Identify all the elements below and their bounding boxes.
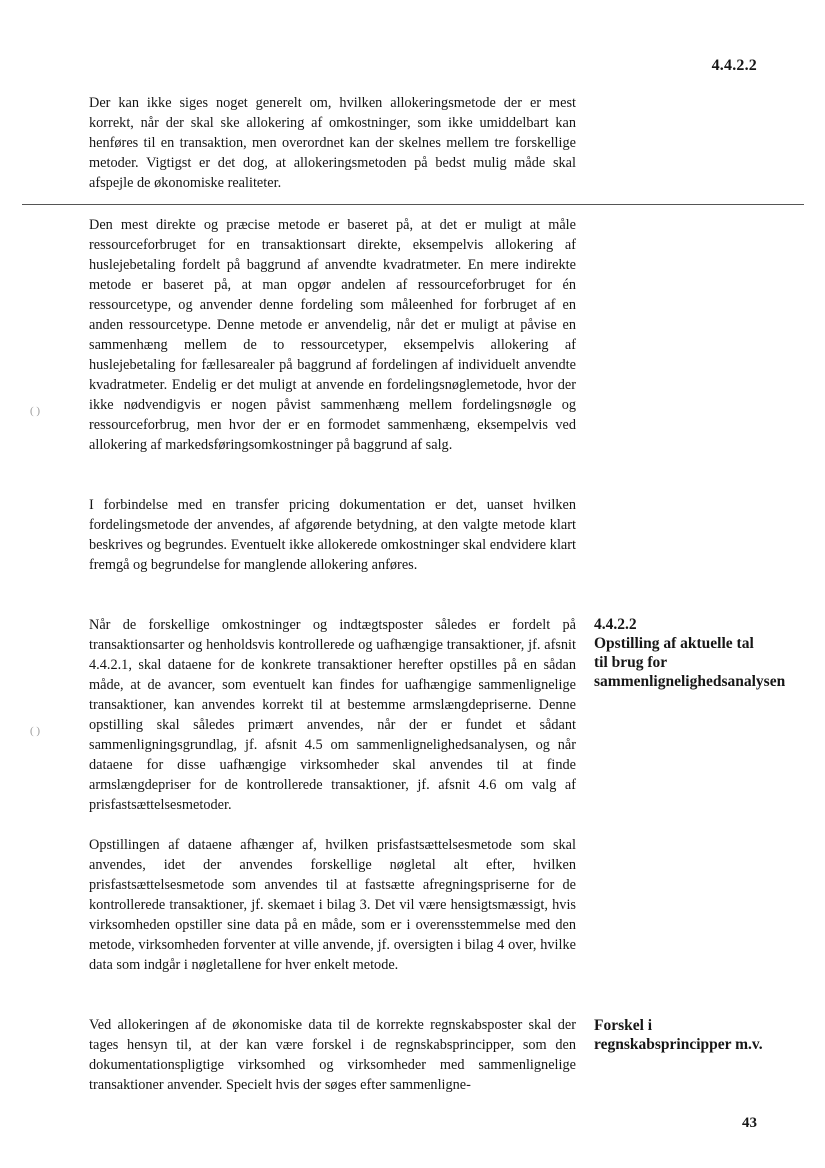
running-header-section-number: 4.4.2.2 (711, 57, 757, 74)
paragraph-pricing-method-data: Opstillingen af dataene afhænger af, hvilken prisfastsættelsesmetode som skal anvendes, idet der anvendes forskellige nøgletal alt efter, hvilken prisfastsættelsesmetode som anvendes til at fastsætte afregningspriserne for de kontrollerede transaktioner, jf. skemaet i bilag 3. Det vil være hensigtsmæssigt, hvis virksomheden opstiller sine data på en måde, som er i overensstemmelse med den metode, virksomheden forventer at ville anvende, jf. oversigten i bilag 4 over, hvilke data som indgår i nøgletallene for hver enkelt metode. (89, 837, 576, 973)
paragraph-documentation-requirement: I forbindelse med en transfer pricing dokumentation er det, uanset hvilken fordelingsmetode der anvendes, af afgørende betydning, at den valgte metode klart beskrives og begrundes. Eventuelt ikke allokerede omkostninger skal endvidere klart fremgå og begrundelse for manglende allokering anføres. (89, 497, 576, 573)
margin-heading-number: 4.4.2.2 (594, 616, 637, 633)
scan-artifact-mark: ( ) (30, 405, 41, 417)
margin-heading-title: Opstilling af aktuelle tal til brug for sammenlignelighedsanalysen (594, 635, 786, 690)
horizontal-divider (22, 204, 804, 205)
page-number: 43 (742, 1115, 757, 1131)
paragraph-allocation-methods: Den mest direkte og præcise metode er baseret på, at det er muligt at måle ressourceforbruget for en transaktionsart direkte, eksempelvis allokering af huslejebetaling fordelt på baggrund af anvendte kvadratmeter. En mere indirekte metode er baseret på, at man opgør andelen af ressourceforbruget for én ressourcetype, og anvender denne fordeling som måleenhed for forbruget af en anden ressourcetype. Denne metode er anvendelig, når det er muligt at påvise en sammenhæng mellem de to ressourcetyper, eksempelvis allokering af huslejebetaling for fællesarealer på baggrund af fordelingen af individuelt anvendte kvadratmeter. Endelig er det muligt at anvende en fordelingsnøglemetode, hvor der ikke nødvendigvis er nogen påvist sammenhæng mellem fordelingsnøgle og ressourceforbrug, men hvor der er en formodet sammenhæng, eksempelvis ved allokering af markedsføringsomkostninger på baggrund af salg. (89, 217, 576, 453)
paragraph-accounting-principles: Ved allokeringen af de økonomiske data til de korrekte regnskabsposter skal der tages hensyn til, at der kan være forskel i de regnskabsprincipper, som den dokumentationspligtige virksomhed og virksomheder med sammenlignelige transaktioner anvender. Specielt hvis der søges efter sammenligne- (89, 1017, 576, 1093)
scan-artifact-mark: ( ) (30, 725, 41, 737)
margin-heading-title: Forskel i regnskabsprincipper m.v. (594, 1017, 763, 1053)
paragraph-data-setup: Når de forskellige omkostninger og indtægtsposter således er fordelt på transaktionsarter og henholdsvis kontrollerede og uafhængige transaktioner, jf. afsnit 4.4.2.1, skal dataene for de konkrete transaktioner herefter opstilles på en sådan måde, at de avancer, som eventuelt kan findes for uafhængige sammenlignelige transaktioner, kan anvendes korrekt til at bestemme armslængdepriserne. Denne opstilling skal således primært anvendes, når der er fundet et sådant sammenligningsgrundlag, jf. afsnit 4.5 om sammenlignelighedsanalysen, og når dataene for disse uafhængige virksomheder skal anvendes til at finde armslængdepriser for de kontrollerede transaktioner, jf. afsnit 4.6 om valg af prisfastsættelsesmetoder. (89, 617, 576, 813)
margin-heading-data-setup (594, 615, 786, 691)
margin-heading-accounting-principles (594, 1016, 769, 1054)
paragraph-allocation-intro: Der kan ikke siges noget generelt om, hvilken allokeringsmetode der er mest korrekt, når der skal ske allokering af omkostninger, som ikke umiddelbart kan henføres til en transaktion, men overordnet kan der skelnes mellem tre forskellige metoder. Vigtigst er det dog, at allokeringsmetoden på bedst mulig måde skal afspejle de økonomiske realiteter. (89, 95, 576, 191)
